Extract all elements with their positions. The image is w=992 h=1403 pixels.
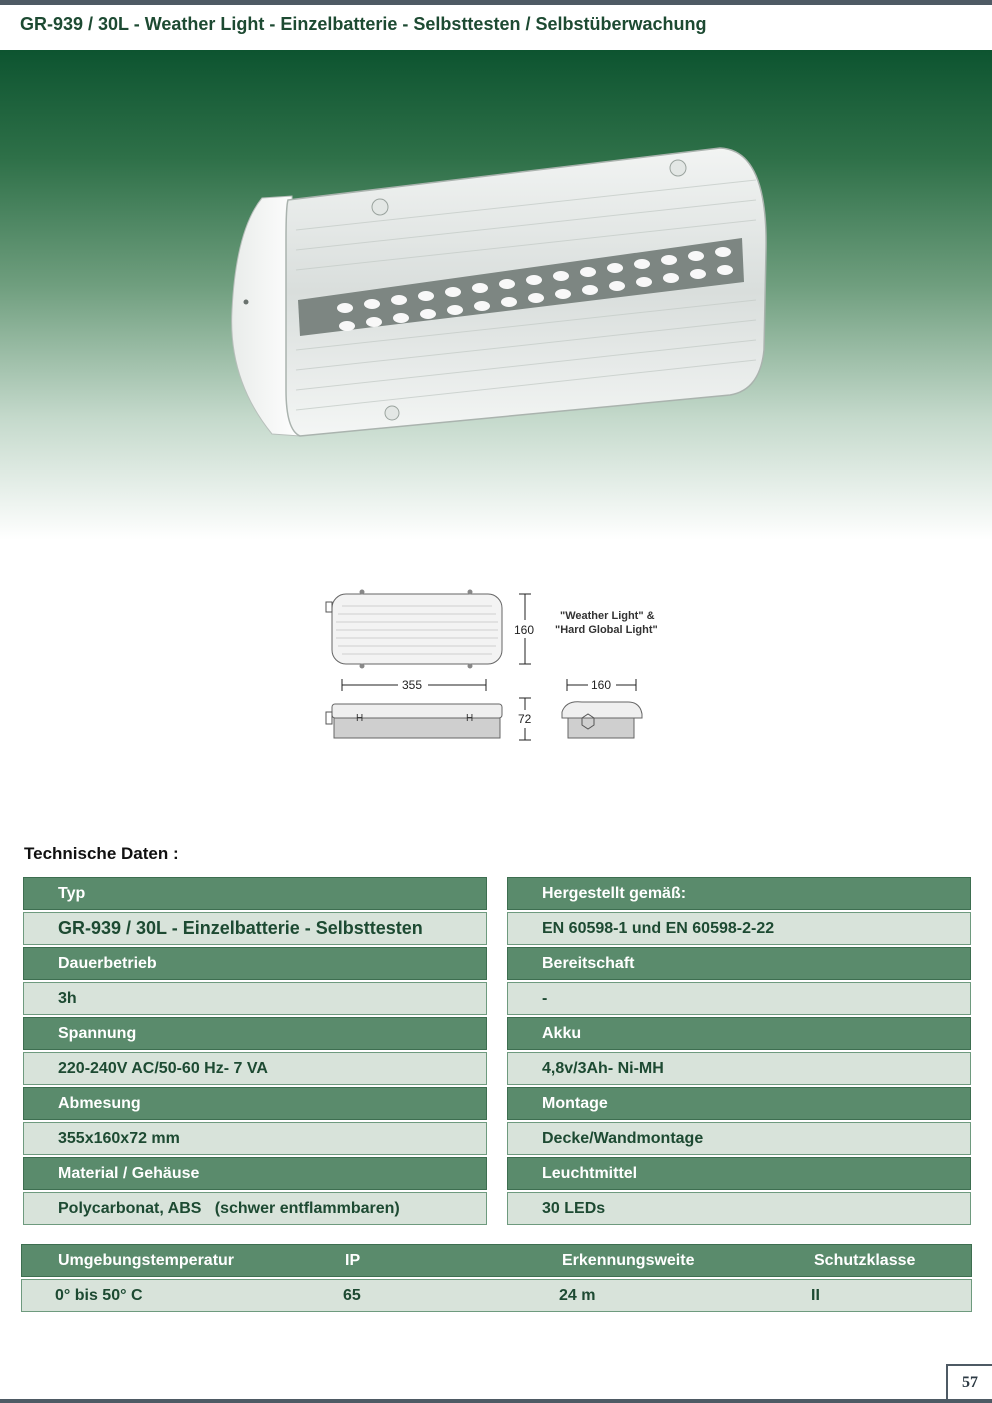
svg-text:H: H <box>356 713 364 724</box>
spec-value: 355x160x72 mm <box>23 1122 487 1155</box>
spec-value: 4,8v/3Ah- Ni-MH <box>507 1052 971 1085</box>
spec-label: Spannung <box>23 1017 487 1050</box>
top-border <box>0 0 992 5</box>
dim-length: 355 <box>402 678 423 692</box>
spec-label: Typ <box>23 877 487 910</box>
dim-depth: 72 <box>518 712 532 726</box>
specs-left-column <box>23 877 487 1227</box>
product-photo-area <box>0 50 992 540</box>
spec-value: 3h <box>23 982 487 1015</box>
specs-right-column <box>507 877 971 1227</box>
product-image <box>0 50 992 540</box>
spec-value: 30 LEDs <box>507 1192 971 1225</box>
value-cell: 65 <box>343 1286 361 1304</box>
spec-label: Akku <box>507 1017 971 1050</box>
spec-label: Leuchtmittel <box>507 1157 971 1190</box>
page-title: GR-939 / 30L - Weather Light - Einzelbatterie - Selbsttesten / Selbstüberwachung <box>20 14 707 34</box>
value-cell: II <box>811 1286 820 1304</box>
spec-label: Abmesung <box>23 1087 487 1120</box>
diagram-caption-line2: "Hard Global Light" <box>555 624 658 636</box>
section-title: Technische Daten : <box>24 844 179 863</box>
environment-table <box>21 1244 972 1312</box>
page-number: 57 <box>946 1364 992 1400</box>
bottom-border <box>0 1399 992 1403</box>
spec-value: 220-240V AC/50-60 Hz- 7 VA <box>23 1052 487 1085</box>
spec-label: Hergestellt gemäß: <box>507 877 971 910</box>
dimension-drawing <box>320 582 680 752</box>
spec-value: - <box>507 982 971 1015</box>
dim-width: 160 <box>591 678 612 692</box>
header-cell: Erkennungsweite <box>562 1251 695 1269</box>
header-cell: Schutzklasse <box>814 1251 916 1269</box>
spec-label: Dauerbetrieb <box>23 947 487 980</box>
spec-label: Material / Gehäuse <box>23 1157 487 1190</box>
spec-value: EN 60598-1 und EN 60598-2-22 <box>507 912 971 945</box>
spec-value: Decke/Wandmontage <box>507 1122 971 1155</box>
spec-label: Montage <box>507 1087 971 1120</box>
environment-table-row <box>21 1279 972 1312</box>
header-cell: Umgebungstemperatur <box>58 1251 235 1269</box>
spec-label: Bereitschaft <box>507 947 971 980</box>
svg-text:H: H <box>466 713 474 724</box>
spec-value: GR-939 / 30L - Einzelbatterie - Selbsttesten <box>23 912 487 945</box>
diagram-caption-line1: "Weather Light" & <box>560 610 655 622</box>
dim-height: 160 <box>514 623 535 637</box>
value-cell: 24 m <box>559 1286 596 1304</box>
spec-value: Polycarbonat, ABS (schwer entflammbaren) <box>23 1192 487 1225</box>
value-cell: 0° bis 50° C <box>55 1286 143 1304</box>
environment-table-header <box>21 1244 972 1277</box>
header-cell: IP <box>345 1251 361 1269</box>
